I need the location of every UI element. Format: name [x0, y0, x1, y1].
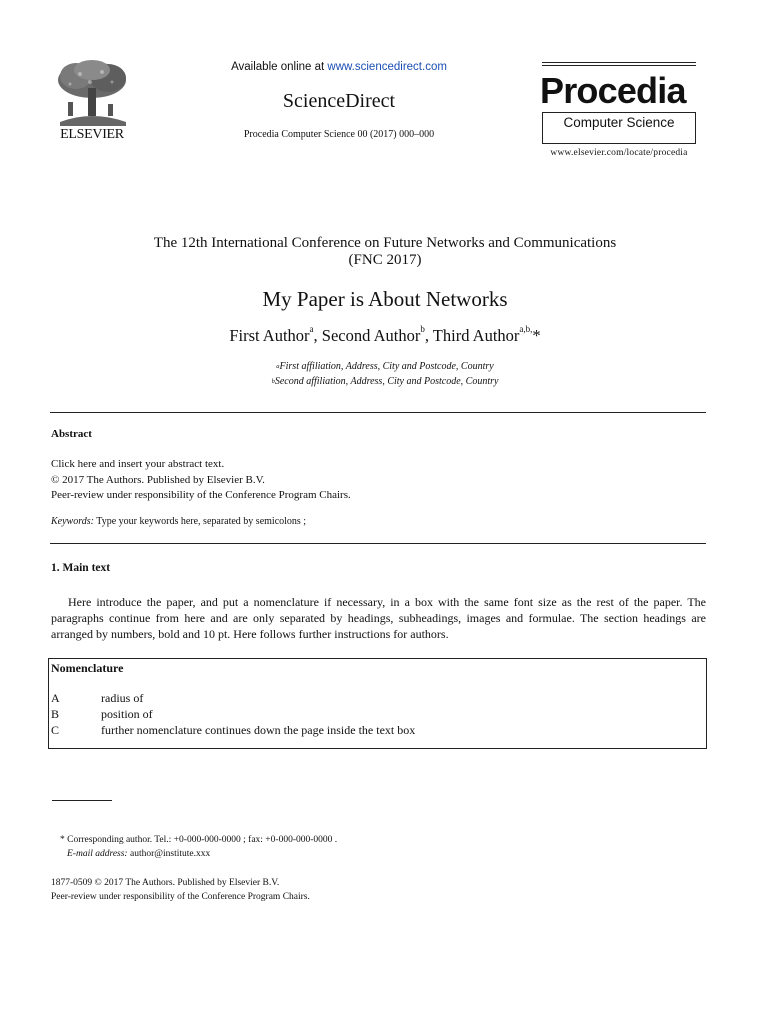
- author-name: First Author: [229, 326, 310, 345]
- sciencedirect-link[interactable]: www.sciencedirect.com: [327, 61, 447, 73]
- procedia-subtitle: Computer Science: [563, 115, 675, 130]
- abstract-copyright: © 2017 The Authors. Published by Elsevier B.V.: [51, 473, 265, 486]
- corresponding-author-mark: *: [532, 326, 541, 345]
- affiliation-mark: a: [276, 363, 280, 370]
- procedia-top-rule: [542, 62, 696, 66]
- elsevier-wordmark: ELSEVIER: [60, 127, 124, 142]
- email-value[interactable]: author@institute.xxx: [127, 849, 211, 859]
- author-affiliation-mark: a: [309, 324, 314, 334]
- section-heading: 1. Main text: [51, 562, 111, 574]
- conference-line-1: The 12th International Conference on Future Networks and Communications: [153, 235, 617, 251]
- abstract-peer-review: Peer-review under responsibility of the Conference Program Chairs.: [51, 489, 351, 501]
- conference-line-2: (FNC 2017): [348, 252, 422, 268]
- abstract-bottom-rule: [50, 543, 706, 544]
- nomenclature-title: Nomenclature: [51, 661, 124, 675]
- abstract-body: [51, 457, 351, 504]
- keywords: [51, 516, 306, 527]
- nomenclature-description: radius of: [101, 691, 144, 705]
- author-list: [100, 326, 670, 346]
- paper-title: My Paper is About Networks: [262, 287, 508, 311]
- nomenclature-description: position of: [101, 707, 153, 721]
- keywords-text: Type your keywords here, separated by semicolons ;: [93, 516, 307, 527]
- corresponding-author-footnote: * Corresponding author. Tel.: +0-000-000-0000 ; fax: +0-000-000-0000 .: [60, 835, 338, 845]
- author-name: Third Author: [432, 326, 520, 345]
- author-affiliation-mark: a,b,: [519, 324, 533, 334]
- affiliation-text: First affiliation, Address, City and Postcode, Country: [279, 361, 494, 372]
- nomenclature-description: further nomenclature continues down the page inside the text box: [101, 723, 416, 737]
- affiliations: [100, 359, 670, 389]
- affiliation-text: Second affiliation, Address, City and Postcode, Country: [274, 376, 499, 387]
- abstract-line: Click here and insert your abstract text.: [51, 458, 225, 470]
- affiliation-a: [100, 359, 670, 374]
- conference-name: [100, 235, 670, 269]
- sciencedirect-title: ScienceDirect: [282, 90, 396, 112]
- elsevier-url[interactable]: www.elsevier.com/locate/procedia: [550, 148, 688, 158]
- section-body-paragraph: Here introduce the paper, and put a nomenclature if necessary, in a box with the same font size as the rest of the paper. The paragraphs continue from here and are only separated by headings, subheadings, images and formulae. The section headings are arranged by numbers, bold and 10 pt. Here follows further instructions for authors.: [51, 595, 706, 641]
- nomenclature-symbol: A: [51, 691, 60, 705]
- issn-copyright-line: 1877-0509 © 2017 The Authors. Published by Elsevier B.V.: [51, 878, 280, 888]
- email-footnote: [67, 849, 210, 859]
- peer-review-footer: Peer-review under responsibility of the Conference Program Chairs.: [51, 892, 310, 902]
- abstract-top-rule: [50, 412, 706, 413]
- procedia-logo: Procedia: [540, 70, 686, 111]
- author-separator: ,: [313, 326, 322, 345]
- affiliation-mark: b: [271, 378, 275, 385]
- nomenclature-symbol: B: [51, 707, 60, 721]
- author-name: Second Author: [321, 326, 421, 345]
- footnote-rule: [52, 800, 112, 801]
- available-online-line: [160, 61, 518, 73]
- available-prefix: Available online at: [231, 61, 328, 73]
- email-label: E-mail address:: [67, 849, 128, 859]
- abstract-heading: Abstract: [51, 428, 92, 440]
- tree-icon: [50, 58, 134, 128]
- affiliation-b: [100, 374, 670, 389]
- author-separator: ,: [424, 326, 433, 345]
- nomenclature-symbol: C: [51, 723, 60, 737]
- author-affiliation-mark: b: [420, 324, 425, 334]
- keywords-label: Keywords:: [51, 516, 94, 527]
- journal-citation: Procedia Computer Science 00 (2017) 000–000: [243, 129, 435, 140]
